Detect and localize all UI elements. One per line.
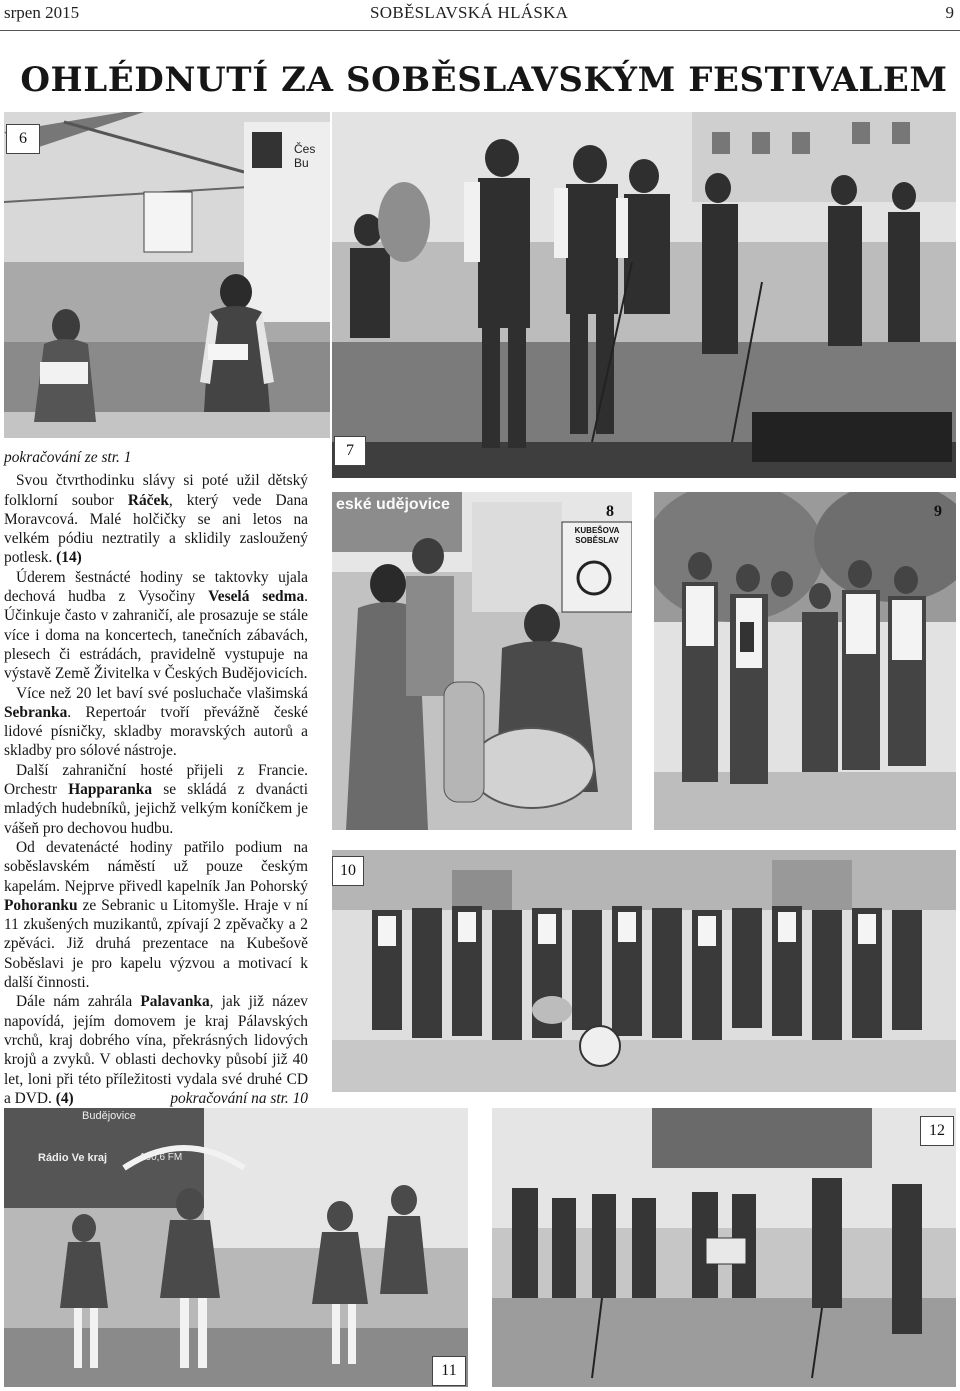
p1-photo-ref: (14) xyxy=(56,549,82,567)
sign-bank: Čes Bu xyxy=(294,142,316,170)
p6-text-a: Dále nám zahrála xyxy=(16,993,141,1011)
photo-11-dancing-girls xyxy=(4,1108,468,1387)
photo-8-stage-tuba xyxy=(332,492,632,830)
article-paragraph-6 xyxy=(4,992,308,1108)
article-paragraph-2 xyxy=(4,568,308,684)
sign-budejovice-small: Budějovice xyxy=(82,1110,136,1122)
sign-budejovice: eské udějovice xyxy=(336,496,450,513)
p4-text-c: se skládá z dvanácti mladých hudebníků, jejichž velkým koníčkem je vášeň pro dechovou hudbu. xyxy=(4,781,308,837)
header-rule xyxy=(0,30,960,31)
p1-text-c: , který vede Dana Moravcová. Malé holčičky se ani letos na velkém pódiu neztratily a sklidily zasloužený potlesk. xyxy=(4,491,309,567)
p4-bold-name: Happaranka xyxy=(68,781,153,799)
p6-photo-ref: (4) xyxy=(55,1089,74,1107)
photo-7-label: 7 xyxy=(334,436,366,466)
page-header xyxy=(0,0,960,30)
p1-text-a: Svou čtvrthodinku slávy si poté užil dětský folklorní soubor xyxy=(4,472,308,509)
photo-12-label: 12 xyxy=(920,1116,954,1146)
p2-text-c: . Účinkuje často v zahraničí, ale prosazuje se stále více i doma na koncertech, tanečních zábavách, plesech či estrádách, pravidelně vystupuje na výstavě Země Živitelka v Českých Budějovicích. xyxy=(4,588,308,683)
p3-text-c: . Repertoár tvoří převážně české lidové písničky, skladby moravských autorů a skladby pro sólové nástroje. xyxy=(4,703,308,760)
p2-text-a: Úderem šestnácté hodiny se taktovky ujala dechová hudba z Vysočiny xyxy=(4,568,308,606)
p2-bold-name: Veselá sedma xyxy=(208,588,305,606)
photo-7-brass-band xyxy=(332,112,956,478)
p5-bold-name: Pohoranku xyxy=(4,896,78,914)
article-paragraph-4 xyxy=(4,761,308,838)
page-number: 9 xyxy=(945,3,954,22)
page-title: OHLÉDNUTÍ ZA SOBĚSLAVSKÝM FESTIVALEM xyxy=(20,60,948,100)
sign-radio: Rádio Ve kraj xyxy=(38,1152,108,1164)
p5-text-a: Od devatenácté hodiny patřilo podium na soběslavském náměstí už pouze českým kapelám. Nejprve přivedl kapelník Jan Pohorský xyxy=(4,838,308,895)
article-body xyxy=(4,448,308,1108)
issue-date: srpen 2015 xyxy=(4,3,80,22)
p3-bold-name: Sebranka xyxy=(4,703,68,721)
sign-radio-frequency: 100,6 FM xyxy=(140,1152,183,1163)
article-paragraph-3 xyxy=(4,684,308,761)
photo-11-label: 11 xyxy=(432,1356,466,1386)
article-paragraph-1 xyxy=(4,471,308,567)
article-continued-on: pokračování na str. 10 xyxy=(170,1089,308,1107)
photo-10-orchestra-group xyxy=(332,850,956,1092)
photo-9-guests-group xyxy=(654,492,956,830)
photo-8-label: 8 xyxy=(606,503,614,520)
photo-10-label: 10 xyxy=(332,856,364,886)
article-continued-from: pokračování ze str. 1 xyxy=(4,449,132,466)
p1-bold-name: Ráček xyxy=(127,491,169,509)
p6-text-c: , jak již název napovídá, jejím domovem je kraj Pálavských vrchů, kraj dobrého vína, překrásných lidových krojů a zvyků. V oblasti dechovky působí již 40 let, loni při této příležitosti vydala své druhé CD a DVD. xyxy=(4,993,308,1107)
photo-9-label: 9 xyxy=(934,503,942,520)
newspaper-name: SOBĚSLAVSKÁ HLÁSKA xyxy=(370,3,569,22)
photo-6-presenters xyxy=(4,112,330,438)
photo-12-band-outdoors xyxy=(492,1108,956,1387)
sign-kubesova: KUBEŠOVA SOBĚSLAV xyxy=(574,526,620,545)
article-paragraph-5 xyxy=(4,838,308,992)
p5-text-c: ze Sebranic u Litomyšle. Hraje v ní 11 zkušených muzikantů, zpívají 2 zpěvačky a 2 zpěváci. Již druhá prezentace na Kubešově Soběslavi je pro kapelu výzvou a motivací k další činnosti. xyxy=(4,896,308,992)
p3-text-a: Více než 20 let baví své posluchače vlašimská xyxy=(16,684,308,702)
p6-bold-name: Palavanka xyxy=(140,993,210,1011)
p4-text-a: Další zahraniční hosté přijeli z Francie. Orchestr xyxy=(4,761,308,799)
photo-6-label: 6 xyxy=(6,124,40,154)
